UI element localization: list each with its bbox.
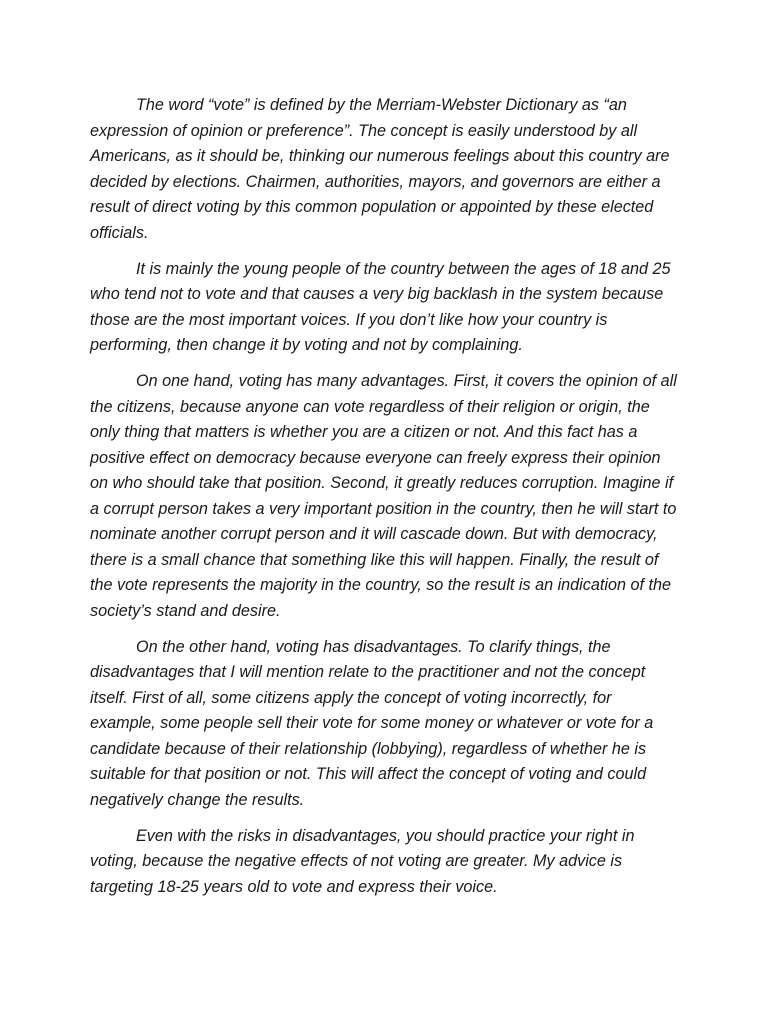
paragraph-disadvantages: On the other hand, voting has disadvantages. To clarify things, the disadvantages that I will mention relate to the practitioner and not the concept itself. First of all, some citizens apply the concept of voting incorrectly, for example, some people sell their vote for some money or whatever or vote for a candidate because of their relationship (lobbying), regardless of whether he is suitable for that position or not. This will affect the concept of voting and could negatively change the results.	[90, 637, 654, 809]
document-page	[90, 93, 678, 911]
paragraph-definition: The word “vote” is defined by the Merriam-Webster Dictionary as “an expression of opinion or preference”. The concept is easily understood by all Americans, as it should be, thinking our numerous feelings about this country are decided by elections. Chairmen, authorities, mayors, and governors are either a result of direct voting by this common population or appointed by these elected officials.	[90, 96, 670, 242]
paragraph-advantages: On one hand, voting has many advantages. First, it covers the opinion of all the citizens, because anyone can vote regardless of their religion or origin, the only thing that matters is whether you are a citizen or not. And this fact has a positive effect on democracy because everyone can freely express their opinion on who should take that position. Second, it greatly reduces corruption. Imagine if a corrupt person takes a very important position in the country, then he will start to nominate another corrupt person and it will cascade down. But with democracy, there is a small chance that something like this will happen. Finally, the result of the vote represents the majority in the country, so the result is an indication of the society’s stand and desire.	[90, 372, 677, 620]
paragraph-young-voters: It is mainly the young people of the country between the ages of 18 and 25 who tend not to vote and that causes a very big backlash in the system because those are the most important voices. If you don’t like how your country is performing, then change it by voting and not by complaining.	[90, 259, 671, 354]
paragraph-conclusion: Even with the risks in disadvantages, you should practice your right in voting, because the negative effects of not voting are greater. My advice is targeting 18-25 years old to vote and express their voice.	[90, 826, 635, 896]
